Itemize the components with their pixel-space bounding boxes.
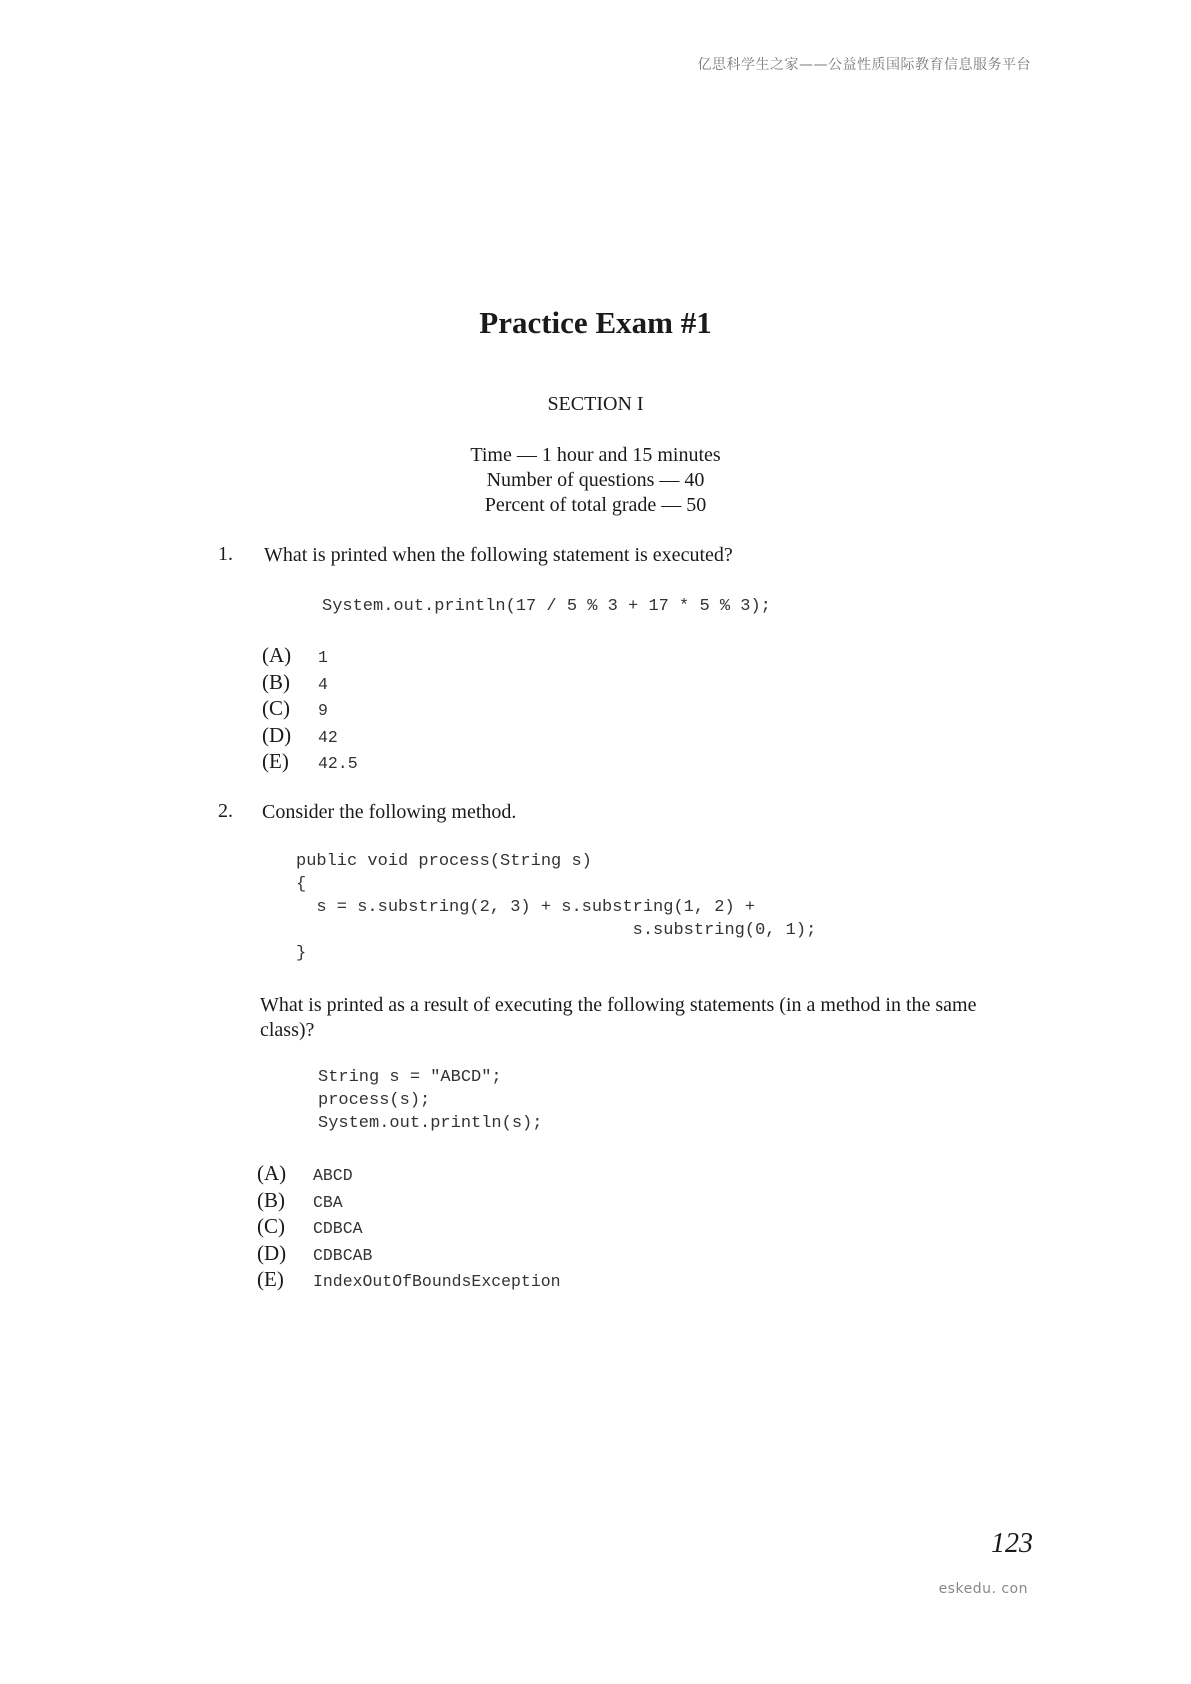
choice-letter: (B): [262, 669, 290, 694]
q2-statements-code: String s = "ABCD"; process(s); System.out.println(s);: [318, 1068, 543, 1133]
q1-choice-a[interactable]: [262, 643, 358, 670]
choice-letter: (D): [262, 722, 292, 747]
choice-value: CDBCAB: [313, 1245, 373, 1265]
q2-choice-a[interactable]: [257, 1161, 561, 1188]
meta-questions: Number of questions — 40: [486, 469, 705, 491]
choice-value: 1: [318, 648, 328, 667]
choice-value: CBA: [313, 1192, 343, 1212]
choice-letter: (A): [257, 1161, 287, 1185]
q1-choices: [262, 643, 358, 776]
page-title: Practice Exam #1: [479, 305, 712, 340]
q1-choice-d[interactable]: [262, 723, 358, 750]
q1-text: What is printed when the following statement is executed?: [264, 544, 733, 566]
choice-value: CDBCA: [313, 1219, 363, 1238]
footer-site-text: eskedu. con: [938, 1581, 1028, 1597]
page-number: 123: [991, 1528, 1033, 1559]
choice-letter: (E): [257, 1267, 284, 1291]
q2-text: Consider the following method.: [262, 801, 517, 823]
exam-meta: [0, 443, 1191, 518]
choice-value: 9: [318, 701, 328, 720]
q1-code: System.out.println(17 / 5 % 3 + 17 * 5 % 3);: [322, 597, 771, 616]
q2-choices: [257, 1161, 561, 1294]
q2-choice-d[interactable]: [257, 1241, 561, 1268]
q1-choice-c[interactable]: [262, 696, 358, 723]
q1-choice-b[interactable]: [262, 670, 358, 697]
q2-method-code: public void process(String s) { s = s.substring(2, 3) + s.substring(1, 2) + s.substring(0, 1); }: [296, 852, 817, 963]
choice-letter: (D): [257, 1240, 287, 1265]
q1-number: 1.: [218, 543, 233, 565]
q2-choice-b[interactable]: [257, 1188, 561, 1215]
choice-value: 4: [318, 674, 328, 694]
q2-followup-text: What is printed as a result of executing the following statements (in a method in the same class)?: [260, 994, 977, 1041]
q2-choice-e[interactable]: [257, 1267, 561, 1294]
meta-time: Time — 1 hour and 15 minutes: [470, 444, 721, 466]
choice-value: 42: [318, 727, 338, 747]
choice-value: 42.5: [318, 754, 358, 773]
choice-letter: (C): [257, 1214, 285, 1238]
q1-choice-e[interactable]: [262, 749, 358, 776]
meta-percent: Percent of total grade — 50: [484, 494, 707, 516]
choice-letter: (B): [257, 1187, 285, 1212]
header-site-text: 亿思科学生之家——公益性质国际教育信息服务平台: [697, 57, 1031, 73]
q2-choice-c[interactable]: [257, 1214, 561, 1241]
choice-letter: (E): [262, 749, 289, 773]
choice-letter: (A): [262, 643, 292, 667]
q2-number: 2.: [218, 800, 233, 822]
choice-value: IndexOutOfBoundsException: [313, 1272, 561, 1291]
section-heading: SECTION I: [547, 393, 644, 415]
choice-value: ABCD: [313, 1166, 353, 1185]
choice-letter: (C): [262, 696, 290, 720]
